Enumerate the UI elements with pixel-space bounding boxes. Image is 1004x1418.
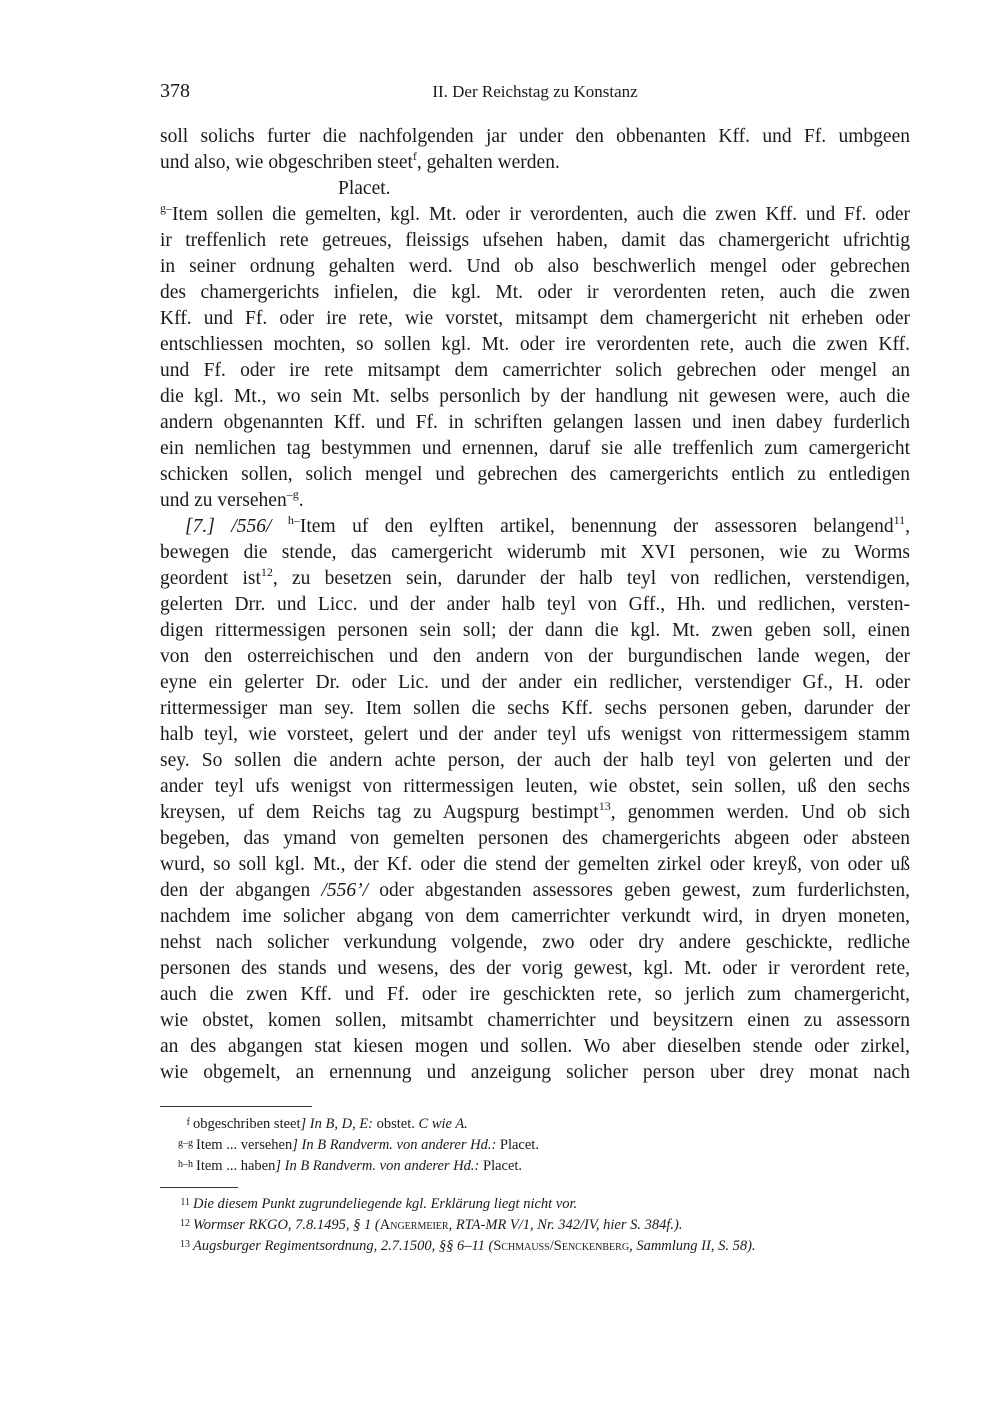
text-line: ein nemlichen tag bestymmen und ernennen, daruf sie alle treffenlich zum camergericht xyxy=(160,438,910,459)
numbered-footnotes xyxy=(160,1192,920,1255)
numbered-note: 12 Wormser RKGO, 7.8.1495, § 1 (Angermeier, RTA-MR V/1, Nr. 342/IV, hier S. 384f.). xyxy=(180,1217,683,1233)
textual-note: h–h Item ... haben] In B Randverm. von anderer Hd.: Placet. xyxy=(178,1158,523,1174)
text-line: und Ff. oder ire rete mitsampt dem camerrichter solich gebrechen oder mengel an xyxy=(160,360,910,381)
text-line: bewegen die stende, das camergericht widerumb mit XVI personen, wie zu Worms xyxy=(160,542,910,563)
text-line: personen des stands und wesens, des der vorig gewest, kgl. Mt. oder ir verordent rete, xyxy=(160,958,910,979)
main-text xyxy=(160,124,910,1086)
footnote-mark-h-start: h– xyxy=(287,512,300,527)
footnote-ref-11: 11 xyxy=(893,512,906,527)
text-line: schicken sollen, solich mengel und gebrechen des camergerichts entlich zu entledigen xyxy=(160,464,910,485)
footnote-ref-f: f xyxy=(412,148,417,163)
text-line: ander teyl ufs wenigst von rittermessigen leuten, wie obstet, sein sollen, uß den sechs xyxy=(160,776,910,797)
text-line: die kgl. Mt., wo sein Mt. selbs personlich by der handlung nit gewesen were, auch die xyxy=(160,386,910,407)
text-line: $^{g-}$Item sollen die gemelten, kgl. Mt. oder ir verordenten, auch die zwen Kff. und Ff. oder xyxy=(160,200,910,225)
text-line: gelerten Drr. und Licc. und der ander halb teyl von Gff., Hh. und redlichen, versten- xyxy=(160,594,910,615)
text-line: wie obstet, komen sollen, mitsambt chamerrichter und beysitzern einen zu assessorn xyxy=(160,1010,910,1031)
footnote-divider xyxy=(160,1187,238,1188)
section-number: [7.] xyxy=(185,516,215,537)
page-number: 378 xyxy=(160,80,190,102)
textual-note: g–g Item ... versehen] In B Randverm. von anderer Hd.: Placet. xyxy=(178,1137,539,1153)
textual-note: f obgeschriben steet] In B, D, E: obstet. C wie A. xyxy=(186,1116,468,1132)
text-line: von den osterreichischen und den andern von der burgundischen lande wegen, der xyxy=(160,646,910,667)
footnote-ref-13: 13 xyxy=(598,798,611,813)
text-line: soll solichs furter die nachfolgenden jar under den obbenanten Kff. und Ff. umbgeen xyxy=(160,126,910,147)
numbered-note: 13 Augsburger Regimentsordnung, 2.7.1500, §§ 6–11 (Schmauss/Senckenberg, Sammlung II, S. 58). xyxy=(180,1238,756,1254)
text-line: eyne ein gelerter Dr. oder Lic. und der ander ein redlicher, verstendiger Gf., H. oder xyxy=(160,672,910,693)
text-line: kreysen, uf dem Reichs tag zu Augspurg bestimpt$^{13}$, genommen werden. Und ob sich xyxy=(160,798,910,823)
footnote-divider xyxy=(160,1106,312,1107)
text-line: den der abgangen /556’/ oder abgestanden assessores geben gewest, zum furderlichsten, xyxy=(160,880,910,901)
text-line: ir treffenlich rete getreues, fleissigs ufsehen haben, damit das chamergericht ufrichtig xyxy=(160,230,910,251)
text-line: entschliessen mochten, so sollen kgl. Mt. oder ire verordenten rete, auch die zwen Kff. xyxy=(160,334,910,355)
text-line: begeben, das ymand von gemelten personen des chamergerichts abgeen oder absteen xyxy=(160,828,910,849)
textual-footnotes xyxy=(160,1112,920,1175)
text-line: rittermessiger man sey. Item sollen die sechs Kff. sechs personen geben, darunder der xyxy=(160,698,910,719)
text-line: und also, wie obgeschriben steet$^f$, gehalten werden. xyxy=(160,148,560,173)
text-line: andern obgenannten Kff. und Ff. in schriften gelangen lassen und inen dabey furderlich xyxy=(160,412,910,433)
footnote-mark-g-end: –g xyxy=(286,486,299,501)
text-line: wurd, so soll kgl. Mt., der Kf. oder die stend der gemelten zirkel oder kreyß, von oder uß xyxy=(160,854,910,875)
footnote-mark-g-start: g– xyxy=(160,200,172,215)
text-line: des chamergerichts infielen, die kgl. Mt. oder ir verordenten reten, auch die zwen xyxy=(160,282,910,303)
folio-mark: /556’/ xyxy=(321,880,369,901)
text-line: sey. So sollen die andern achte person, der auch der halb teyl von gelerten und der xyxy=(160,750,910,771)
footnote-ref-12: 12 xyxy=(260,564,273,579)
placet-line: Placet. xyxy=(338,178,391,199)
text-line: in seiner ordnung gehalten werd. Und ob also beschwerlich mengel oder gebrechen xyxy=(160,256,910,277)
text-line: [7.] /556/ $^{h-}$Item uf den eylften artikel, benennung der assessoren belangend$^{11}$, xyxy=(185,512,911,537)
running-title: II. Der Reichstag zu Konstanz xyxy=(432,82,638,101)
text-line: Kff. und Ff. oder ire rete, wie vorstet, mitsampt dem chamergericht nit erheben oder xyxy=(160,308,910,329)
text-line: geordent ist$^{12}$, zu besetzen sein, darunder der halb teyl von redlichen, verstendigen, xyxy=(160,564,910,589)
text-line: nachdem ime solicher abgang von dem camerrichter verkundt wird, in dryen moneten, xyxy=(160,906,910,927)
folio-mark: /556/ xyxy=(231,516,272,537)
text-line: halb teyl, wie vorsteet, gelert und der ander teyl ufs wenigst von rittermessigem stamm xyxy=(160,724,910,745)
page-header xyxy=(160,80,910,108)
numbered-note: 11 Die diesem Punkt zugrundeliegende kgl. Erklärung liegt nicht vor. xyxy=(180,1196,578,1212)
text-line: nehst nach solicher verkundung volgende, zwo oder dry andere geschickte, redliche xyxy=(160,932,910,953)
text-line: und zu versehen$^{-g}$. xyxy=(160,486,304,511)
text-line: an des abgangen stat kiesen mogen und sollen. Wo aber dieselben stende oder zirkel, xyxy=(160,1036,910,1057)
text-line: digen rittermessigen personen sein soll; der dann die kgl. Mt. zwen geben soll, einen xyxy=(160,620,910,641)
text-line: auch die zwen Kff. und Ff. oder ire geschickten rete, so jerlich zum chamergericht, xyxy=(160,984,910,1005)
text-line: wie obgemelt, an ernennung und anzeigung solicher person uber drey monat nach xyxy=(160,1062,910,1083)
